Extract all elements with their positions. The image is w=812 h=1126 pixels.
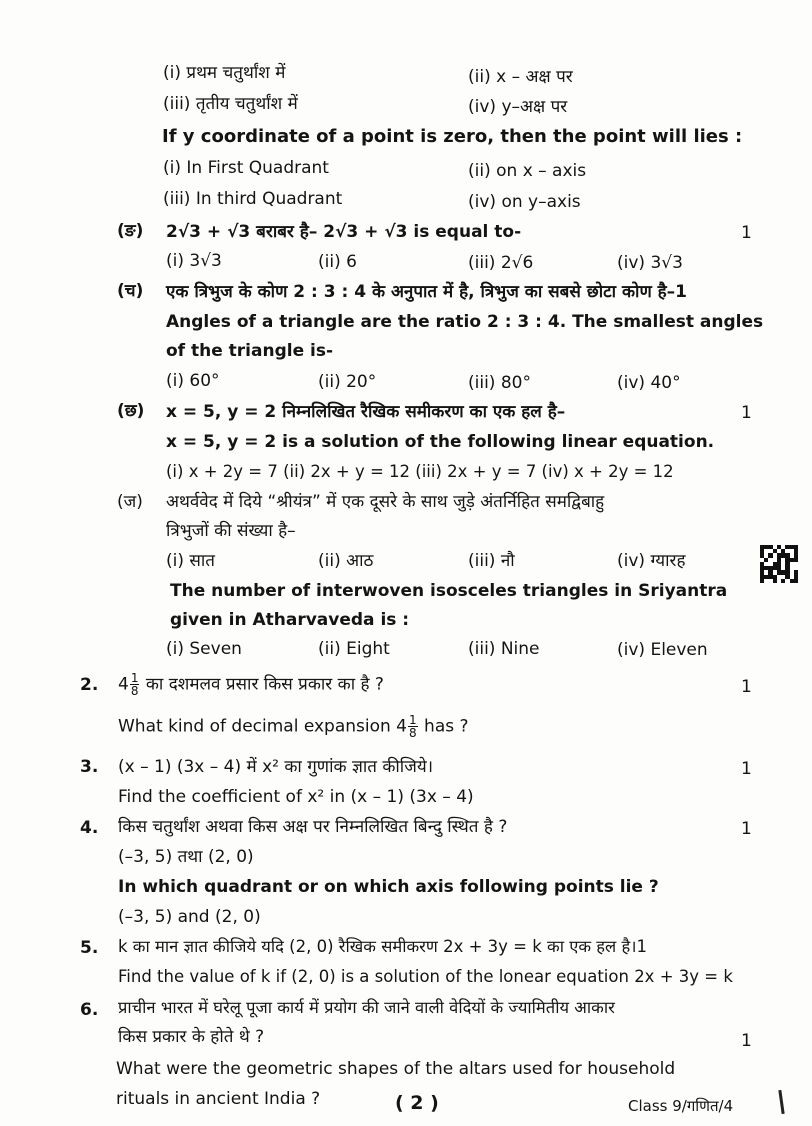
q-ch-en-1: Angles of a triangle are the ratio 2 : 3 : 4. The smallest angles xyxy=(166,312,764,332)
q1-opt-iv-hi: (iv) y–अक्ष पर xyxy=(468,97,568,117)
q-j-english-2: given in Atharvaveda is : xyxy=(170,610,410,630)
q-j-opt-hi-2: (ii) आठ xyxy=(318,551,374,571)
q-j-opt-en-2: (ii) Eight xyxy=(318,639,390,659)
q6-hindi-1: प्राचीन भारत में घरेलू पूजा कार्य में प्रयोग की जाने वाली वेदियों के ज्यामितीय आकार xyxy=(118,998,615,1017)
q-chh-english: x = 5, y = 2 is a solution of the following linear equation. xyxy=(166,432,715,452)
q-chh-options: (i) x + 2y = 7 (ii) 2x + y = 12 (iii) 2x + y = 7 (iv) x + 2y = 12 xyxy=(166,462,674,481)
q-ch-hindi: एक त्रिभुज के कोण 2 : 3 : 4 के अनुपात में है, त्रिभुज का सबसे छोटा कोण है–1 xyxy=(166,282,688,302)
q6-english-1: What were the geometric shapes of the altars used for household xyxy=(116,1059,676,1079)
q-e-opt-3: (iii) 2√6 xyxy=(468,253,534,273)
q4-points-hi: (–3, 5) तथा (2, 0) xyxy=(118,847,254,867)
q1-english-text: If y coordinate of a point is zero, then the point will lies : xyxy=(162,126,743,147)
q1-opt-iii-en: (iii) In third Quadrant xyxy=(163,189,343,209)
q-e-marks: 1 xyxy=(741,223,752,243)
q5-hindi: k का मान ज्ञात कीजिये यदि (2, 0) रैखिक समीकरण 2x + 3y = k का एक हल है।1 xyxy=(118,937,647,956)
q6-english-2: rituals in ancient India ? xyxy=(116,1089,321,1109)
q-ch-opt-4: (iv) 40° xyxy=(617,373,681,393)
q4-hindi: किस चतुर्थांश अथवा किस अक्ष पर निम्नलिखित बिन्दु स्थित है ? xyxy=(118,817,508,837)
q-j-label: (ज) xyxy=(117,492,143,512)
q-ch-en-2: of the triangle is- xyxy=(166,341,334,361)
q-e-opt-1: (i) 3√3 xyxy=(166,251,222,271)
q-j-english-1: The number of interwoven isosceles triangles in Sriyantra xyxy=(170,581,728,601)
q-chh-marks: 1 xyxy=(741,403,752,423)
q-j-opt-hi-4: (iv) ग्यारह xyxy=(617,551,686,571)
q1-opt-i-hi: (i) प्रथम चतुर्थांश में xyxy=(163,63,286,83)
q-j-opt-en-4: (iv) Eleven xyxy=(617,640,708,660)
q1-opt-i-en: (i) In First Quadrant xyxy=(163,158,329,178)
q-e-label: (ङ) xyxy=(117,221,144,241)
q-e-opt-4: (iv) 3√3 xyxy=(617,253,683,273)
q4-points-en: (–3, 5) and (2, 0) xyxy=(118,907,261,927)
q-e-text: 2√3 + √3 बराबर है– 2√3 + √3 is equal to- xyxy=(166,222,522,242)
q2-hindi: 4 $\frac{1}{8}$ का दशमलव प्रसार किस प्रकार का है ? xyxy=(118,671,384,698)
q6-number: 6. xyxy=(80,1000,99,1020)
q-ch-opt-2: (ii) 20° xyxy=(318,372,377,392)
q3-number: 3. xyxy=(80,757,99,777)
q1-opt-ii-hi: (ii) x – अक्ष पर xyxy=(468,67,573,87)
class-code: Class 9/गणित/4 xyxy=(628,1097,734,1115)
q6-hindi-2: किस प्रकार के होते थे ? xyxy=(118,1027,265,1047)
q-ch-label: (च) xyxy=(117,281,144,301)
q5-number: 5. xyxy=(80,938,99,958)
q3-english: Find the coefficient of x² in (x – 1) (3x – 4) xyxy=(118,787,474,807)
q2-marks: 1 xyxy=(741,677,752,697)
q-j-opt-hi-1: (i) सात xyxy=(166,551,215,571)
q3-hindi: (x – 1) (3x – 4) में x² का गुणांक ज्ञात कीजिये। xyxy=(118,757,434,777)
q1-opt-iii-hi: (iii) तृतीय चतुर्थांश में xyxy=(163,94,298,114)
q-chh-label: (छ) xyxy=(117,401,145,421)
q-e-opt-2: (ii) 6 xyxy=(318,252,357,272)
q4-number: 4. xyxy=(80,818,99,838)
page-number: ( 2 ) xyxy=(395,1092,439,1114)
q-j-opt-hi-3: (iii) नौ xyxy=(468,551,515,571)
q3-marks: 1 xyxy=(741,759,752,779)
q-j-opt-en-1: (i) Seven xyxy=(166,639,242,659)
q-j-opt-en-3: (iii) Nine xyxy=(468,639,540,659)
q-ch-opt-1: (i) 60° xyxy=(166,371,220,391)
q4-marks: 1 xyxy=(741,819,752,839)
q1-opt-ii-en: (ii) on x – axis xyxy=(468,161,587,181)
q5-english: Find the value of k if (2, 0) is a solution of the lonear equation 2x + 3y = k xyxy=(118,967,733,986)
q4-english: In which quadrant or on which axis following points lie ? xyxy=(118,877,659,897)
q-chh-hindi: x = 5, y = 2 निम्नलिखित रैखिक समीकरण का एक हल है– xyxy=(166,402,566,422)
q2-number: 2. xyxy=(80,675,99,695)
q2-english: What kind of decimal expansion 4 $\frac{1}{8}$ has ? xyxy=(118,713,469,740)
q6-marks: 1 xyxy=(741,1031,752,1051)
margin-mark xyxy=(778,1090,784,1114)
qr-code xyxy=(760,545,798,583)
q-j-hindi-2: त्रिभुजों की संख्या है– xyxy=(166,521,296,541)
q1-opt-iv-en: (iv) on y–axis xyxy=(468,192,581,212)
q-ch-opt-3: (iii) 80° xyxy=(468,373,531,393)
q-j-hindi-1: अथर्ववेद में दिये “श्रीयंत्र” में एक दूसरे के साथ जुड़े अंतर्निहित समद्विबाहु xyxy=(166,492,605,512)
